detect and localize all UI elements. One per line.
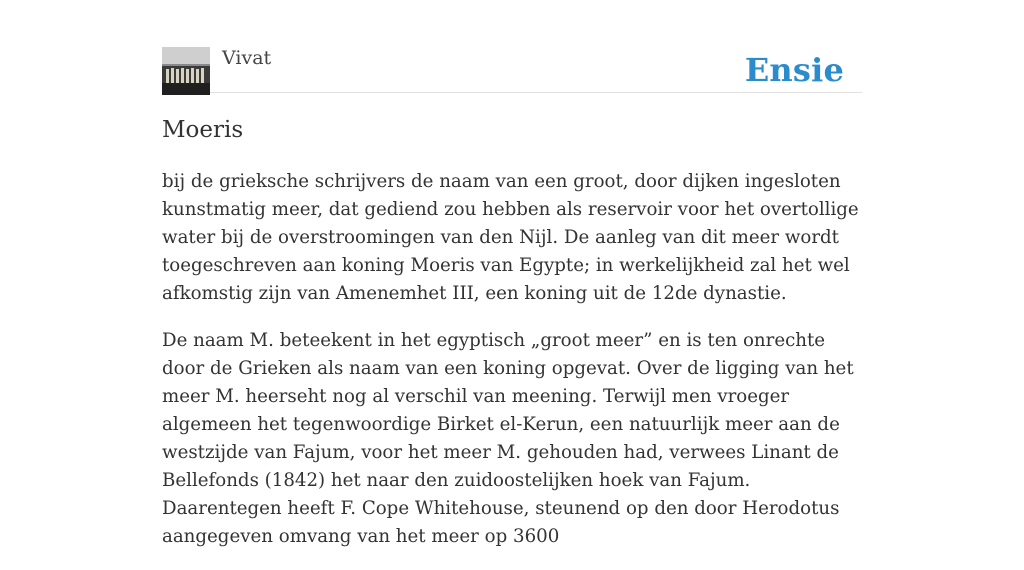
author-avatar[interactable] bbox=[162, 47, 210, 95]
brand-logo[interactable]: Ensie bbox=[744, 51, 844, 89]
entry-paragraph: bij de grieksche schrijvers de naam van een groot, door dijken ingesloten kunstmatig meer, dat gediend zou hebben als reservoir voor het overtollige water bij de overstroomingen van den Nijl. De aanleg van dit meer wordt toegeschreven aan koning Moeris van Egypte; in werkelijkheid zal het wel afkomstig zijn van Amenemhet III, een koning uit de 12de dynastie. bbox=[162, 171, 859, 304]
entry-title: Moeris bbox=[162, 117, 244, 143]
entry-paragraph: De naam M. beteekent in het egyptisch „groot meer” en is ten onrechte door de Grieken als naam van een koning opgevat. Over de ligging van het meer M. heerseht nog al verschil van meening. Terwijl men vroeger algemeen het tegenwoordige Birket el-Kerun, een natuurlijk meer aan de westzijde van Fajum, voor het meer M. gehouden had, verwees Linant de Bellefonds (1842) het naar den zuidoostelijken hoek van Fajum. Daarentegen heeft F. Cope Whitehouse, steunend op den door Herodotus aangegeven omvang van het meer op 3600 bbox=[162, 330, 854, 547]
author-name[interactable]: Vivat bbox=[222, 47, 272, 69]
book-stack-icon bbox=[162, 47, 210, 95]
entry-content bbox=[162, 168, 867, 570]
header bbox=[162, 46, 862, 93]
